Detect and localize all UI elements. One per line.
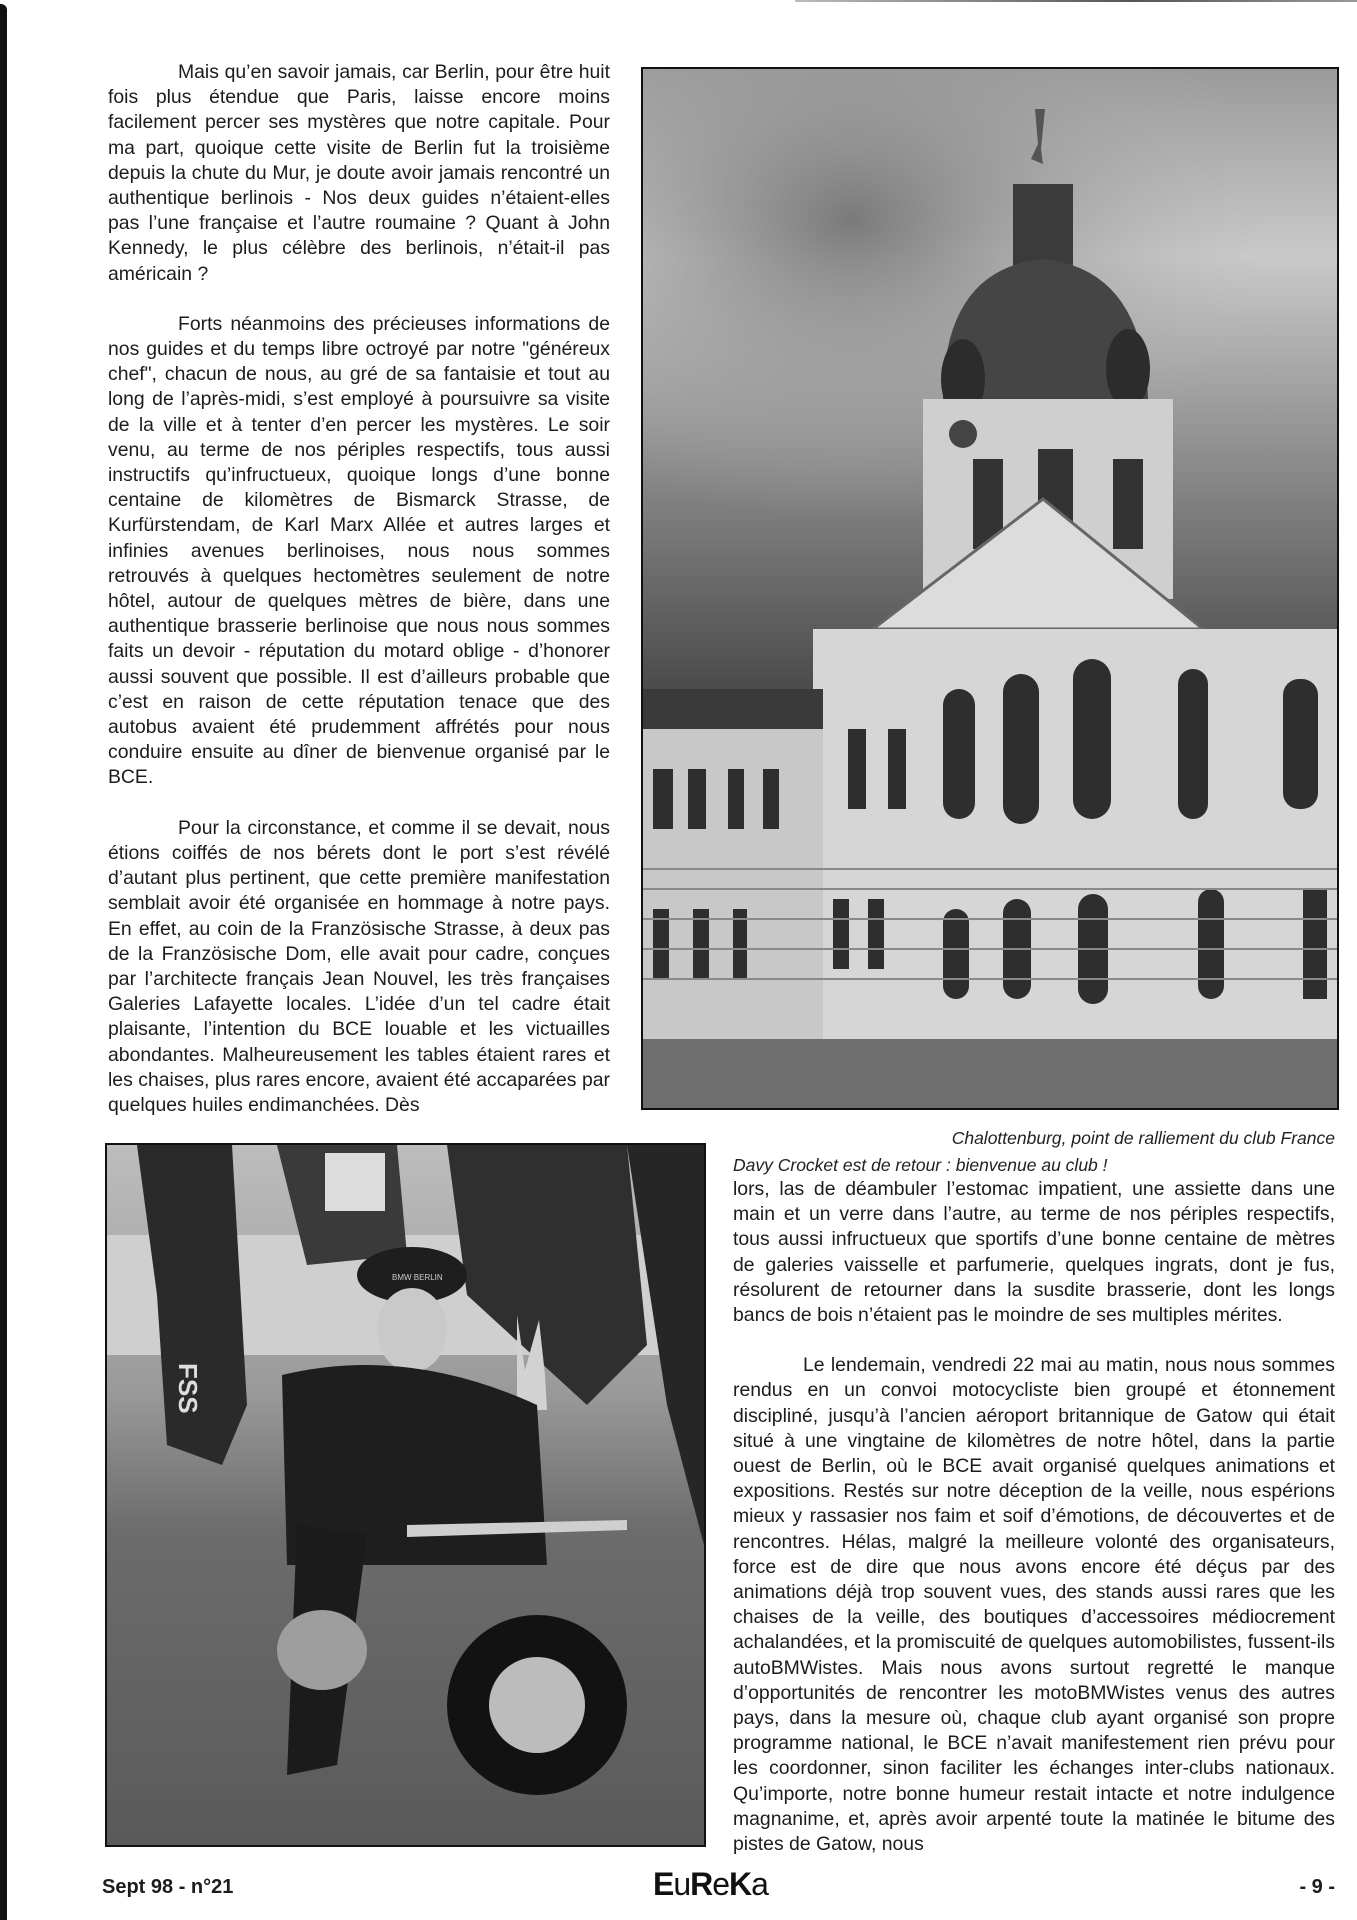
castle-photo-caption: Chalottenburg, point de ralliement du club France: [951, 1128, 1335, 1148]
paragraph: Le lendemain, vendredi 22 mai au matin, nous nous sommes rendus en un convoi motocycliste bien groupé et étonnement discipliné, jusqu’à l’ancien aéroport britannique de Gatow qui était situé à une vingtaine de kilomètres de notre hôtel, dans la partie ouest de Berlin, où le BCE avait organisé quelques animations et expositions. Restés sur notre déception de la veille, nous espérions mieux y rassasier nos faim et soif d’émotions, de découvertes et de rencontres. Hélas, malgré la meilleure volonté des organisateurs, force est de dire que nous avons encore été déçus par des animations déjà trop souvent vues, des stands aussi rares que les chaises de la veille, des boutiques d’accessoires médiocrement achalandées, et la promiscuité de quelques automobilistes, fussent-ils autoBMWistes. Mais nous avons surtout regretté le manque d’opportunités de rencontrer les motoBMWistes venus des autres pays, dans la mesure où, chaque club ayant organisé son propre programme national, le BCE n’avait manifestement rien prévu pour les coordonner, sinon faciliter les échanges inter-clubs nationaux. Qu’importe, notre bonne humeur restait intacte et notre indulgence magnanime, et, après avoir arpenté toute la matinée le bitume des pistes de Gatow, nous: [733, 1354, 1335, 1856]
motorcycle-photo: [105, 1143, 706, 1847]
paragraph: Forts néanmoins des précieuses informations de nos guides et du temps libre octroyé par notre "généreux chef", chacun de nous, au gré de sa fantaisie et tout au long de l’après-midi, s’est employé à poursuivre sa visite de la ville et à tenter d’en percer les mystères. Le soir venu, au terme de nos périples respectifs, tous aussi instructifs qu’infructueux, quoique longs d’une bonne centaine de kilomètres de Bismarck Strasse, de Kurfürstendam, de Karl Marx Allée et autres larges et infinies avenues berlinoises, nous nous sommes retrouvés à quelques hectomètres seulement de notre hôtel, autour de quelques mètres de bière, dans une authentique brasserie berlinoise que nous nous sommes faits un devoir - réputation du motard oblige - d’honorer aussi souvent que possible. Il est d’ailleurs probable que c’est en raison de cette réputation tenace que des autobus avaient été prudemment affrétés pour nous conduire ensuite au dîner de bienvenue organisé par le BCE.: [108, 312, 610, 789]
paragraph: Mais qu’en savoir jamais, car Berlin, pour être huit fois plus étendue que Paris, laisse encore moins facilement percer ses mystères que notre capitale. Pour ma part, quoique cette visite de Berlin fut la troisième depuis la chute du Mur, je doute avoir jamais rencontré un authentique berlinois - Nos deux guides n’étaient-elles pas l’une française et l’autre roumaine ? Quant à John Kennedy, le plus célèbre des berlinois, n’était-il pas américain ?: [108, 61, 610, 285]
motorcycle-photo-caption: Davy Crocket est de retour : bienvenue au club !: [733, 1155, 1108, 1175]
logo-letter: R: [690, 1866, 713, 1902]
eureka-logo: [653, 1866, 768, 1903]
article-left-column: [108, 60, 610, 1118]
scan-top-edge: [795, 0, 1357, 2]
logo-letter: e: [712, 1866, 730, 1902]
castle-illustration: [643, 69, 1337, 1108]
castle-photo: [641, 67, 1339, 1110]
trouser-text: FSS: [173, 1363, 203, 1414]
logo-letter: u: [673, 1866, 691, 1902]
motorcycle-illustration: [107, 1145, 704, 1845]
paragraph: lors, las de déambuler l’estomac impatient, une assiette dans une main et un verre dans l’autre, au terme de nos périples respectifs, tous aussi infructueux que sportifs d’une bonne centaine de mètres de galeries vaisselle et parfumerie, quelques ingrats, dont je fus, résolurent de retourner dans la susdite brasserie, dont les longs bancs de bois n’étaient pas le moindre de ses multiples mérites.: [733, 1178, 1335, 1327]
logo-letter: E: [653, 1866, 674, 1902]
logo-letter: K: [729, 1866, 752, 1902]
page-number: - 9 -: [1299, 1876, 1335, 1898]
paragraph: Pour la circonstance, et comme il se devait, nous étions coiffés de nos bérets dont le port s’est révélé d’autant plus pertinent, que cette première manifestation semblait avoir été organisée en hommage à notre pays. En effet, au coin de la Französische Strasse, à deux pas de la Französische Dom, elle avait pour cadre, conçues par l’architecte français Jean Nouvel, les très françaises Galeries Lafayette locales. L’idée d’un tel cadre était plaisante, l’intention du BCE louable et les victuailles abondantes. Malheureusement les tables étaient rares et les chaises, plus rares encore, avaient été accaparées par quelques huiles endimanchées. Dès: [108, 816, 610, 1116]
scan-edge: [0, 4, 7, 1920]
issue-number: Sept 98 - n°21: [102, 1876, 234, 1898]
beret-text: BMW BERLIN: [392, 1273, 443, 1282]
article-right-column: [733, 1177, 1335, 1857]
logo-letter: a: [751, 1866, 768, 1902]
